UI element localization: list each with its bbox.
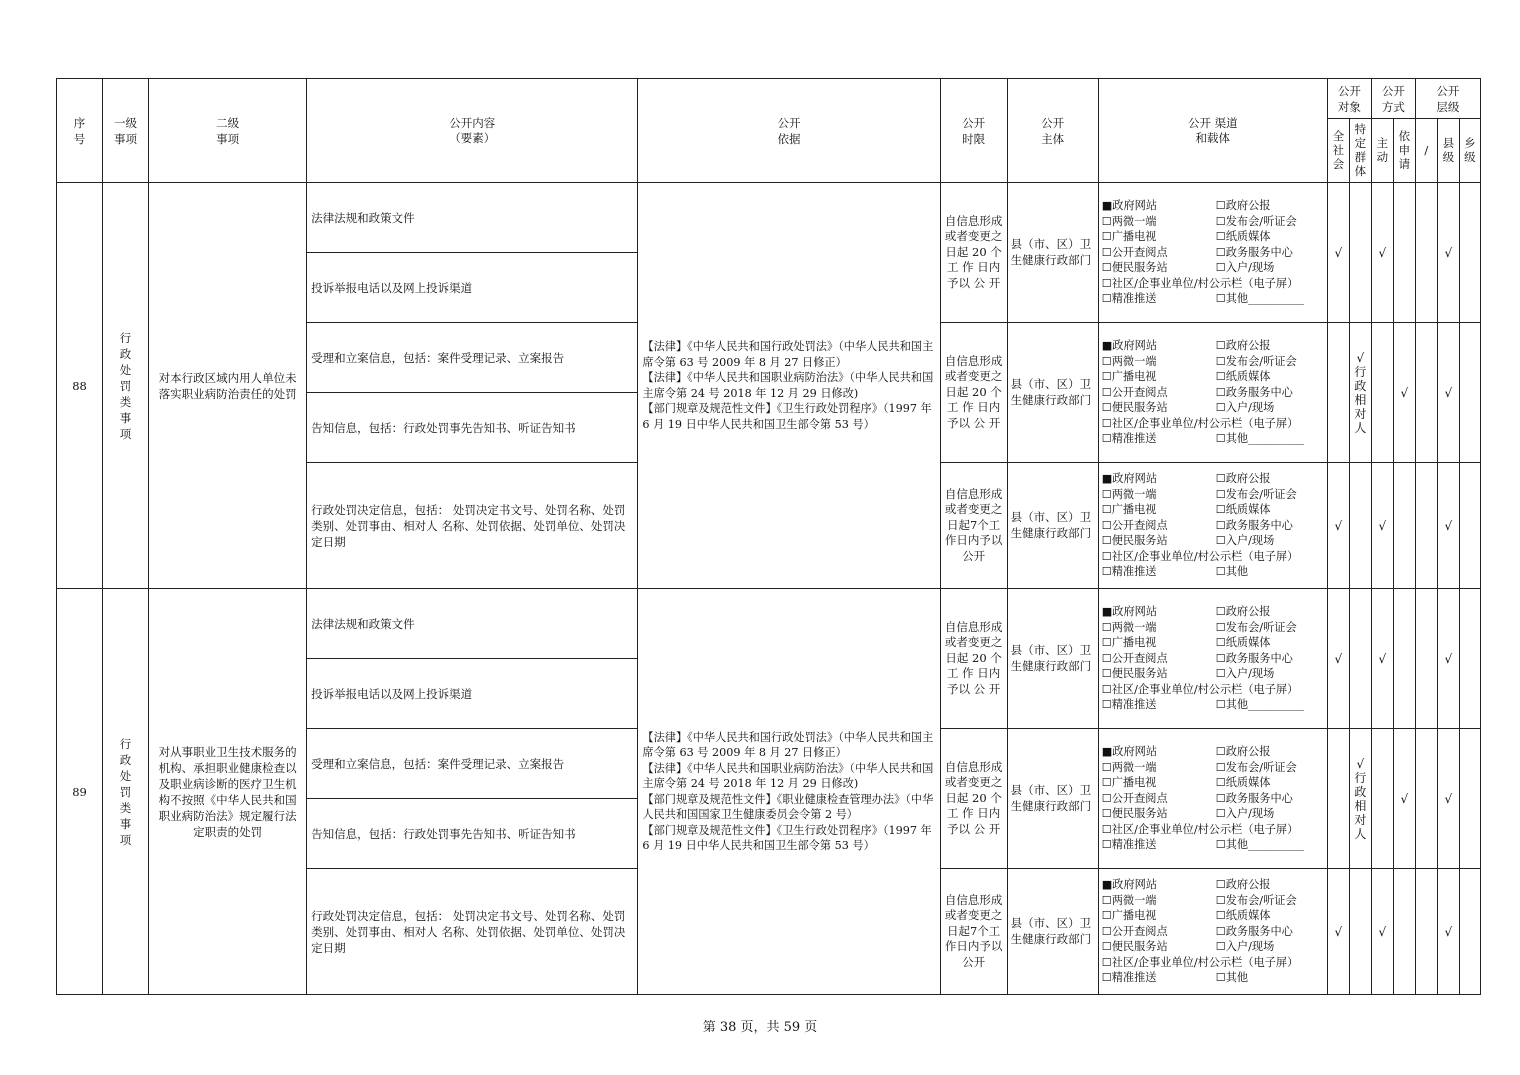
channel-option: ☐便民服务站 <box>1101 807 1168 821</box>
channel-option: ☐精准推送 <box>1101 971 1157 985</box>
method-active-mark <box>1371 323 1393 463</box>
checkbox-icon: ☐ <box>1101 534 1112 548</box>
channel-option: ☐公开查阅点 <box>1101 245 1168 259</box>
checkbox-icon: ■ <box>1101 878 1113 892</box>
content-element: 法律法规和政策文件 <box>307 183 638 253</box>
channel-option: ☐便民服务站 <box>1101 940 1168 954</box>
channel-option: ☐公开查阅点 <box>1101 385 1168 399</box>
header-level-town: 乡级 <box>1459 119 1480 183</box>
checkbox-icon: ☐ <box>1101 893 1112 907</box>
method-active-mark: √ <box>1371 183 1393 323</box>
checkbox-icon: ☐ <box>1215 667 1226 681</box>
checkbox-icon: ☐ <box>1101 487 1112 501</box>
channel-option: ☐广播电视 <box>1101 503 1157 517</box>
level-county-mark: √ <box>1437 323 1459 463</box>
basis-entry: 【法律】《中华人民共和国职业病防治法》（中华人民共和国主席令第 24 号 2018 年 12 月 29 日修改) <box>642 371 934 400</box>
checkbox-icon: ☐ <box>1215 518 1226 532</box>
method-request-mark: √ <box>1393 323 1415 463</box>
checkbox-icon: ☐ <box>1215 698 1226 712</box>
checkbox-icon: ☐ <box>1101 503 1112 517</box>
blank-line: __________ <box>1248 432 1305 446</box>
channel-option: ☐发布会/听证会 <box>1215 760 1297 774</box>
blank-line: __________ <box>1248 292 1305 306</box>
channel-option: ☐发布会/听证会 <box>1215 893 1297 907</box>
channel-option: ☐两微一端 <box>1101 354 1157 368</box>
target-all-mark: √ <box>1327 589 1349 729</box>
channel-option: ☐便民服务站 <box>1101 534 1168 548</box>
checkbox-icon: ☐ <box>1215 807 1226 821</box>
checkbox-icon: ☐ <box>1215 971 1226 985</box>
checkbox-icon: ☐ <box>1101 924 1112 938</box>
time-limit: 自信息形成或者变更之日起 20 个工 作 日内 予以 公 开 <box>940 183 1007 323</box>
channel-option: ☐入户/现场 <box>1215 807 1275 821</box>
checkbox-icon: ☐ <box>1215 878 1226 892</box>
level-county-mark: √ <box>1437 183 1459 323</box>
level-town-mark <box>1459 323 1480 463</box>
channel-option: ☐广播电视 <box>1101 230 1157 244</box>
target-group-mark: √行政相对人 <box>1349 323 1371 463</box>
checkbox-icon: ☐ <box>1101 432 1112 446</box>
channel-option: ☐纸质媒体 <box>1215 230 1271 244</box>
channel-option: ☐公开查阅点 <box>1101 518 1168 532</box>
channel-option: ☐广播电视 <box>1101 636 1157 650</box>
channel-list <box>1098 589 1327 729</box>
channel-option: ☐精准推送 <box>1101 698 1157 712</box>
channel-list <box>1098 729 1327 869</box>
channel-option: ☐社区/企事业单位/村公示栏（电子屏） <box>1101 822 1299 836</box>
publisher: 县（市、区）卫 生健康行政部门 <box>1007 729 1098 869</box>
header-slash: / <box>1415 119 1437 183</box>
table-body <box>57 79 1481 995</box>
item-seq: 88 <box>57 183 103 589</box>
header-subject: 公开主体 <box>1007 79 1098 183</box>
method-active-mark: √ <box>1371 463 1393 589</box>
target-all-mark <box>1327 323 1349 463</box>
channel-option: ■政府网站 <box>1101 878 1158 892</box>
channel-option: ☐入户/现场 <box>1215 401 1275 415</box>
checkbox-icon: ☐ <box>1101 385 1112 399</box>
channel-option: ☐社区/企事业单位/村公示栏（电子屏） <box>1101 955 1299 969</box>
channel-option: ☐政府公报 <box>1215 745 1271 759</box>
checkbox-icon: ☐ <box>1215 745 1226 759</box>
method-active-mark: √ <box>1371 589 1393 729</box>
checkbox-icon: ☐ <box>1215 354 1226 368</box>
blank-line: __________ <box>1248 838 1305 852</box>
basis-entry: 【法律】《中华人民共和国职业病防治法》（中华人民共和国主席令第 24 号 2018 年 12 月 29 日修改) <box>642 761 934 790</box>
checkbox-icon: ☐ <box>1215 230 1226 244</box>
level-county-mark: √ <box>1437 463 1459 589</box>
time-limit: 自信息形成或者变更之日起 20 个工 作 日内 予以 公 开 <box>940 729 1007 869</box>
header-level2: 二级事项 <box>149 79 307 183</box>
channel-option: ☐精准推送 <box>1101 838 1157 852</box>
item-level2: 对从事职业卫生技术服务的机构、承担职业健康检查以及职业病诊断的医疗卫生机构不按照《中华人民共和国职业病防治法》规定履行法定职责的处罚 <box>149 589 307 995</box>
channel-option: ☐社区/企事业单位/村公示栏（电子屏） <box>1101 416 1299 430</box>
checkbox-icon: ☐ <box>1101 565 1112 579</box>
channel-option: ☐便民服务站 <box>1101 667 1168 681</box>
channel-option: ☐精准推送 <box>1101 432 1157 446</box>
time-limit: 自信息形成或者变更之日起 20 个工 作 日内 予以 公 开 <box>940 323 1007 463</box>
basis-entry: 【部门规章及规范性文件】《卫生行政处罚程序》（1997 年 6 月 19 日中华人民共和国卫生部令第 53 号） <box>642 402 932 431</box>
slash-cell <box>1415 463 1437 589</box>
header-level: 公开层级 <box>1415 79 1480 119</box>
slash-cell <box>1415 183 1437 323</box>
content-element: 行政处罚决定信息，包括： 处罚决定书文号、处罚名称、处罚类别、处罚事由、相对人 名称、处罚依据、处罚单位、处罚决定日期 <box>307 463 638 589</box>
channel-option: ☐政府公报 <box>1215 199 1271 213</box>
channel-option: ☐纸质媒体 <box>1215 370 1271 384</box>
slash-cell <box>1415 323 1437 463</box>
target-all-mark: √ <box>1327 869 1349 995</box>
header-target-all: 全社会 <box>1327 119 1349 183</box>
header-target: 公开对象 <box>1327 79 1371 119</box>
checkbox-icon: ☐ <box>1101 276 1112 290</box>
checkbox-icon: ☐ <box>1101 698 1112 712</box>
channel-option: ☐广播电视 <box>1101 370 1157 384</box>
level-town-mark <box>1459 589 1480 729</box>
channel-option: ☐两微一端 <box>1101 893 1157 907</box>
channel-option: ☐入户/现场 <box>1215 667 1275 681</box>
level-county-mark: √ <box>1437 869 1459 995</box>
channel-option: ☐政府公报 <box>1215 878 1271 892</box>
header-method: 公开方式 <box>1371 79 1415 119</box>
checkbox-icon: ☐ <box>1101 401 1112 415</box>
channel-option: ☐广播电视 <box>1101 776 1157 790</box>
item-level2: 对本行政区域内用人单位未落实职业病防治责任的处罚 <box>149 183 307 589</box>
checkbox-icon: ☐ <box>1101 776 1112 790</box>
checkbox-icon: ☐ <box>1215 432 1226 446</box>
header-seq: 序号 <box>57 79 103 183</box>
checkbox-icon: ☐ <box>1101 760 1112 774</box>
channel-option: ☐纸质媒体 <box>1215 776 1271 790</box>
basis-entry: 【部门规章及规范性文件】《职业健康检查管理办法》（中华人民共和国国家卫生健康委员会令第 2 号） <box>642 792 934 821</box>
channel-option: ☐社区/企事业单位/村公示栏（电子屏） <box>1101 276 1299 290</box>
target-group-mark <box>1349 463 1371 589</box>
checkbox-icon: ☐ <box>1101 682 1112 696</box>
level-town-mark <box>1459 729 1480 869</box>
channel-option: ☐两微一端 <box>1101 214 1157 228</box>
item-seq: 89 <box>57 589 103 995</box>
checkbox-icon: ☐ <box>1215 605 1226 619</box>
channel-option: ☐发布会/听证会 <box>1215 487 1297 501</box>
time-limit: 自信息形成或者变更之日起 20 个工 作 日内 予以 公 开 <box>940 589 1007 729</box>
checkbox-icon: ☐ <box>1215 261 1226 275</box>
target-all-mark: √ <box>1327 463 1349 589</box>
checkbox-icon: ☐ <box>1215 214 1226 228</box>
method-active-mark <box>1371 729 1393 869</box>
content-element: 法律法规和政策文件 <box>307 589 638 659</box>
channel-option: ☐广播电视 <box>1101 909 1157 923</box>
item-level1: 行政处罚类事项 <box>103 183 149 589</box>
method-active-mark: √ <box>1371 869 1393 995</box>
publisher: 县（市、区）卫 生健康行政部门 <box>1007 323 1098 463</box>
checkbox-icon: ☐ <box>1215 472 1226 486</box>
channel-list <box>1098 869 1327 995</box>
channel-option: ■政府网站 <box>1101 745 1158 759</box>
target-group-mark <box>1349 869 1371 995</box>
checkbox-icon: ☐ <box>1215 385 1226 399</box>
content-element: 受理和立案信息，包括：案件受理记录、立案报告 <box>307 729 638 799</box>
channel-option: ☐政务服务中心 <box>1215 791 1293 805</box>
channel-option: ☐精准推送 <box>1101 565 1157 579</box>
checkbox-icon: ☐ <box>1215 620 1226 634</box>
checkbox-icon: ☐ <box>1101 245 1112 259</box>
channel-option: ☐社区/企事业单位/村公示栏（电子屏） <box>1101 682 1299 696</box>
header-level1: 一级事项 <box>103 79 149 183</box>
header-target-group: 特定群体 <box>1349 119 1371 183</box>
target-all-mark: √ <box>1327 183 1349 323</box>
channel-option: ☐公开查阅点 <box>1101 651 1168 665</box>
checkbox-icon: ☐ <box>1215 760 1226 774</box>
checkbox-icon: ☐ <box>1215 245 1226 259</box>
basis-entry: 【法律】《中华人民共和国行政处罚法》（中华人民共和国主席令第 63 号 2009 年 8 月 27 日修正） <box>642 730 934 759</box>
header-level-county: 县级 <box>1437 119 1459 183</box>
target-group-mark <box>1349 183 1371 323</box>
content-element: 受理和立案信息，包括：案件受理记录、立案报告 <box>307 323 638 393</box>
channel-option: ☐入户/现场 <box>1215 261 1275 275</box>
checkbox-icon: ■ <box>1101 745 1113 759</box>
checkbox-icon: ☐ <box>1101 549 1112 563</box>
channel-option: ☐其他__________ <box>1215 292 1305 306</box>
channel-option: ☐其他__________ <box>1215 432 1305 446</box>
checkbox-icon: ■ <box>1101 339 1113 353</box>
checkbox-icon: ☐ <box>1101 230 1112 244</box>
header-method-active: 主动 <box>1371 119 1393 183</box>
checkbox-icon: ☐ <box>1215 292 1226 306</box>
target-group-mark: √行政相对人 <box>1349 729 1371 869</box>
checkbox-icon: ☐ <box>1215 199 1226 213</box>
checkbox-icon: ☐ <box>1101 636 1112 650</box>
checkbox-icon: ☐ <box>1101 620 1112 634</box>
content-element: 投诉举报电话以及网上投诉渠道 <box>307 659 638 729</box>
checkbox-icon: ☐ <box>1215 909 1226 923</box>
channel-option: ☐其他__________ <box>1215 838 1305 852</box>
channel-option: ☐政务服务中心 <box>1215 518 1293 532</box>
channel-option: ☐入户/现场 <box>1215 940 1275 954</box>
channel-option: ☐政务服务中心 <box>1215 245 1293 259</box>
checkbox-icon: ■ <box>1101 605 1113 619</box>
basis-entry: 【法律】《中华人民共和国行政处罚法》（中华人民共和国主席令第 63 号 2009 年 8 月 27 日修正） <box>642 340 934 369</box>
channel-list <box>1098 183 1327 323</box>
channel-list <box>1098 323 1327 463</box>
channel-option: ■政府网站 <box>1101 472 1158 486</box>
time-limit: 自信息形成或者变更之日起7个工作日内予以公开 <box>940 869 1007 995</box>
checkbox-icon: ☐ <box>1215 791 1226 805</box>
channel-option: ☐公开查阅点 <box>1101 791 1168 805</box>
checkbox-icon: ☐ <box>1101 667 1112 681</box>
checkbox-icon: ☐ <box>1101 791 1112 805</box>
publisher: 县（市、区）卫 生健康行政部门 <box>1007 589 1098 729</box>
checkbox-icon: ☐ <box>1215 893 1226 907</box>
method-request-mark: √ <box>1393 729 1415 869</box>
target-group-mark <box>1349 589 1371 729</box>
method-request-mark <box>1393 869 1415 995</box>
method-request-mark <box>1393 183 1415 323</box>
channel-option: ☐两微一端 <box>1101 760 1157 774</box>
level-town-mark <box>1459 183 1480 323</box>
publisher: 县（市、区）卫 生健康行政部门 <box>1007 463 1098 589</box>
checkbox-icon: ☐ <box>1215 636 1226 650</box>
header-channel: 公开 渠道 和载体 <box>1098 79 1327 183</box>
level-county-mark: √ <box>1437 589 1459 729</box>
time-limit: 自信息形成或者变更之日起7个工作日内予以公开 <box>940 463 1007 589</box>
channel-option: ☐入户/现场 <box>1215 534 1275 548</box>
checkbox-icon: ☐ <box>1101 261 1112 275</box>
checkbox-icon: ☐ <box>1215 565 1226 579</box>
checkbox-icon: ☐ <box>1215 370 1226 384</box>
method-request-mark <box>1393 463 1415 589</box>
checkbox-icon: ☐ <box>1215 651 1226 665</box>
channel-option: ☐政务服务中心 <box>1215 651 1293 665</box>
checkbox-icon: ☐ <box>1101 370 1112 384</box>
checkbox-icon: ☐ <box>1215 534 1226 548</box>
channel-option: ☐发布会/听证会 <box>1215 214 1297 228</box>
level-town-mark <box>1459 869 1480 995</box>
content-element: 告知信息，包括：行政处罚事先告知书、听证告知书 <box>307 799 638 869</box>
channel-option: ☐其他 <box>1215 971 1249 985</box>
method-request-mark <box>1393 589 1415 729</box>
channel-option: ☐公开查阅点 <box>1101 924 1168 938</box>
page-footer: 第 38 页，共 59 页 <box>702 1020 818 1035</box>
channel-option: ☐纸质媒体 <box>1215 503 1271 517</box>
checkbox-icon: ☐ <box>1215 339 1226 353</box>
blank-line: __________ <box>1248 698 1305 712</box>
target-all-mark <box>1327 729 1349 869</box>
channel-option: ☐其他__________ <box>1215 698 1305 712</box>
header-basis: 公开依据 <box>638 79 940 183</box>
checkbox-icon: ☐ <box>1215 401 1226 415</box>
channel-option: ☐两微一端 <box>1101 620 1157 634</box>
checkbox-icon: ☐ <box>1101 416 1112 430</box>
channel-option: ■政府网站 <box>1101 605 1158 619</box>
checkbox-icon: ☐ <box>1215 487 1226 501</box>
checkbox-icon: ☐ <box>1215 940 1226 954</box>
checkbox-icon: ☐ <box>1101 971 1112 985</box>
channel-option: ☐政府公报 <box>1215 472 1271 486</box>
header-method-request: 依申请 <box>1393 119 1415 183</box>
checkbox-icon: ☐ <box>1101 807 1112 821</box>
item-level1: 行政处罚类事项 <box>103 589 149 995</box>
basis-entry: 【部门规章及规范性文件】《卫生行政处罚程序》（1997 年 6 月 19 日中华人民共和国卫生部令第 53 号） <box>642 823 932 852</box>
checkbox-icon: ☐ <box>1101 292 1112 306</box>
channel-option: ☐纸质媒体 <box>1215 636 1271 650</box>
checkbox-icon: ☐ <box>1101 518 1112 532</box>
checkbox-icon: ☐ <box>1101 822 1112 836</box>
level-county-mark: √ <box>1437 729 1459 869</box>
publisher: 县（市、区）卫 生健康行政部门 <box>1007 183 1098 323</box>
header-content: 公开内容 （要素） <box>307 79 638 183</box>
checkbox-icon: ☐ <box>1215 924 1226 938</box>
header-time-limit: 公开时限 <box>940 79 1007 183</box>
checkbox-icon: ☐ <box>1101 955 1112 969</box>
checkbox-icon: ☐ <box>1101 838 1112 852</box>
channel-option: ☐便民服务站 <box>1101 401 1168 415</box>
publisher: 县（市、区）卫 生健康行政部门 <box>1007 869 1098 995</box>
channel-option: ☐社区/企事业单位/村公示栏（电子屏） <box>1101 549 1299 563</box>
channel-option: ☐政府公报 <box>1215 605 1271 619</box>
level-town-mark <box>1459 463 1480 589</box>
checkbox-icon: ☐ <box>1215 503 1226 517</box>
channel-option: ☐政务服务中心 <box>1215 924 1293 938</box>
content-element: 投诉举报电话以及网上投诉渠道 <box>307 253 638 323</box>
channel-option: ☐便民服务站 <box>1101 261 1168 275</box>
content-element: 行政处罚决定信息，包括： 处罚决定书文号、处罚名称、处罚类别、处罚事由、相对人 名称、处罚依据、处罚单位、处罚决定日期 <box>307 869 638 995</box>
channel-option: ☐政务服务中心 <box>1215 385 1293 399</box>
item-basis <box>638 183 940 589</box>
channel-option: ☐发布会/听证会 <box>1215 354 1297 368</box>
disclosure-table <box>56 78 1481 995</box>
channel-option: ■政府网站 <box>1101 199 1158 213</box>
slash-cell <box>1415 729 1437 869</box>
channel-option: ☐发布会/听证会 <box>1215 620 1297 634</box>
checkbox-icon: ■ <box>1101 199 1113 213</box>
channel-option: ☐纸质媒体 <box>1215 909 1271 923</box>
checkbox-icon: ☐ <box>1101 354 1112 368</box>
slash-cell <box>1415 869 1437 995</box>
slash-cell <box>1415 589 1437 729</box>
channel-option: ☐两微一端 <box>1101 487 1157 501</box>
checkbox-icon: ☐ <box>1215 838 1226 852</box>
content-element: 告知信息，包括：行政处罚事先告知书、听证告知书 <box>307 393 638 463</box>
checkbox-icon: ☐ <box>1101 214 1112 228</box>
checkbox-icon: ☐ <box>1101 940 1112 954</box>
checkbox-icon: ☐ <box>1101 651 1112 665</box>
checkbox-icon: ■ <box>1101 472 1113 486</box>
channel-option: ☐精准推送 <box>1101 292 1157 306</box>
item-basis <box>638 589 940 995</box>
channel-list <box>1098 463 1327 589</box>
checkbox-icon: ☐ <box>1215 776 1226 790</box>
checkbox-icon: ☐ <box>1101 909 1112 923</box>
channel-option: ■政府网站 <box>1101 339 1158 353</box>
channel-option: ☐其他 <box>1215 565 1249 579</box>
channel-option: ☐政府公报 <box>1215 339 1271 353</box>
